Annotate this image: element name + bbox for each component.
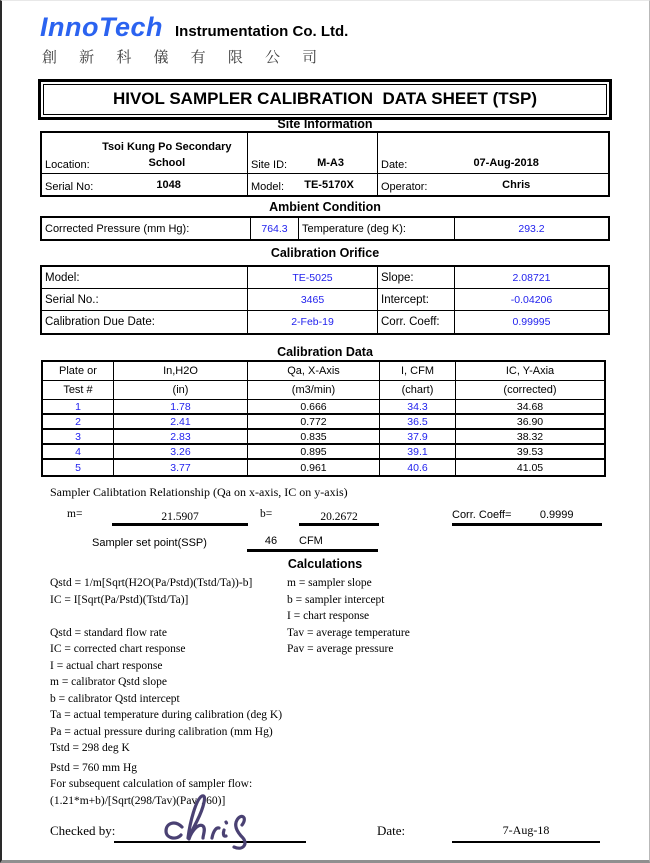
sampler-set-point-value: 46 <box>264 535 278 547</box>
calculation-line: Ta = actual temperature during calibration (deg K) <box>50 709 283 721</box>
orifice-row-label2: Slope: <box>378 267 455 288</box>
calculation-line <box>50 608 295 625</box>
table-row <box>43 430 604 445</box>
model-cell <box>248 174 378 195</box>
footer-date-label: Date: <box>377 823 406 838</box>
date-cell <box>378 133 608 173</box>
sampler-set-point-unit: CFM <box>299 535 323 547</box>
date-label: Date: <box>381 159 408 171</box>
calculation-line: (1.21*m+b)/[Sqrt(298/Tav)(Pav/760)] <box>50 794 226 807</box>
orifice-row-label1: Serial No.: <box>42 289 248 310</box>
orifice-row-value1: 2-Feb-19 <box>248 311 378 333</box>
footer-date-underline <box>452 819 600 843</box>
title-box <box>38 79 612 120</box>
serial-label: Serial No: <box>45 181 94 193</box>
b-label: b= <box>260 508 273 520</box>
cell-test-number: 5 <box>43 460 114 475</box>
site-table-row <box>42 174 608 195</box>
pressure-label: Corrected Pressure (mm Hg): <box>42 218 251 239</box>
calculations-left-column <box>50 575 295 809</box>
cell-i-cfm: 34.3 <box>380 400 456 413</box>
location-value <box>90 139 244 171</box>
cell-ic-corrected: 36.90 <box>516 415 544 428</box>
column-header: Qa, X-Axis <box>248 362 380 380</box>
cell-in-h2o: 3.26 <box>114 445 248 458</box>
cell-test-number: 3 <box>43 430 114 443</box>
location-value-line1: Tsoi Kung Po Secondary <box>102 141 232 153</box>
calculation-line: Tstd = 298 deg K <box>50 742 130 754</box>
calibration-data-body <box>43 400 604 475</box>
page-title: HIVOL SAMPLER CALIBRATION DATA SHEET (TSP) <box>43 84 607 115</box>
calculation-line: For subsequent calculation of sampler flow: <box>50 778 253 790</box>
calibration-data-table <box>41 360 606 477</box>
corr-coeff-label: Corr. Coeff= <box>452 509 512 521</box>
cell-qa: 0.961 <box>248 460 380 475</box>
cell-in-h2o: 1.78 <box>114 400 248 413</box>
temperature-label: Temperature (deg K): <box>299 218 455 239</box>
cell-ic-corrected: 39.53 <box>516 445 544 458</box>
calculation-line: b = calibrator Qstd intercept <box>50 692 180 705</box>
ambient-condition-heading: Ambient Condition <box>269 200 381 214</box>
cell-ic-corrected: 34.68 <box>516 400 544 413</box>
operator-label: Operator: <box>381 181 428 193</box>
calibration-data-header-row1 <box>43 362 604 381</box>
company-name-chinese: 創 新 科 儀 有 限 公 司 <box>42 49 327 66</box>
cell-test-number: 1 <box>43 400 114 413</box>
temperature-value: 293.2 <box>518 222 545 235</box>
column-header: I, CFM <box>380 362 456 380</box>
site-id-label: Site ID: <box>251 159 288 171</box>
cell-qa: 0.835 <box>248 430 380 443</box>
calculation-line: IC = corrected chart response <box>50 643 186 655</box>
calculation-line: I = chart response <box>287 610 370 622</box>
date-value: 07-Aug-2018 <box>473 157 539 169</box>
orifice-row-value2: -0.04206 <box>510 293 553 306</box>
column-header: In,H2O <box>114 362 248 380</box>
model-label: Model: <box>251 181 285 193</box>
table-row <box>43 415 604 430</box>
m-value-underline <box>112 504 248 526</box>
company-name: Instrumentation Co. Ltd. <box>175 23 349 40</box>
site-table-row <box>42 133 608 174</box>
operator-value: Chris <box>502 179 531 191</box>
calibration-data-header-row2 <box>43 381 604 400</box>
orifice-row <box>42 289 608 311</box>
orifice-row-value1: TE-5025 <box>248 267 378 288</box>
relationship-title: Sampler Calibtation Relationship (Qa on x-axis, IC on y-axis) <box>50 485 348 499</box>
cell-ic-corrected: 41.05 <box>516 461 544 474</box>
table-row <box>43 445 604 460</box>
column-subheader: Test # <box>43 381 114 399</box>
cell-i-cfm: 39.1 <box>380 445 456 458</box>
site-id-value: M-A3 <box>317 157 344 169</box>
calculation-line: Pav = average pressure <box>287 643 394 655</box>
orifice-row-label2: Intercept: <box>378 289 455 310</box>
orifice-row <box>42 267 608 289</box>
column-header: IC, Y-Axia <box>505 365 555 377</box>
cell-ic-corrected: 38.32 <box>516 430 544 443</box>
calculation-line: m = calibrator Qstd slope <box>50 676 167 688</box>
calculations-right-column <box>287 575 507 658</box>
calculation-line: Pstd = 760 mm Hg <box>50 761 137 774</box>
orifice-row-label1: Model: <box>42 267 248 288</box>
location-cell <box>42 133 248 173</box>
cell-test-number: 4 <box>43 445 114 458</box>
calibration-orifice-table <box>40 265 610 335</box>
serial-cell <box>42 174 248 195</box>
site-id-cell <box>248 133 378 173</box>
cell-qa: 0.772 <box>248 415 380 428</box>
orifice-row-label2: Corr. Coeff: <box>378 311 455 333</box>
cell-test-number: 2 <box>43 415 114 428</box>
logo-row <box>40 12 348 43</box>
table-row <box>43 400 604 415</box>
b-value-underline <box>299 504 379 526</box>
m-value: 21.5907 <box>161 511 199 523</box>
cell-in-h2o: 3.77 <box>114 460 248 475</box>
cell-i-cfm: 37.9 <box>380 430 456 443</box>
ambient-condition-table <box>40 216 610 241</box>
cell-i-cfm: 36.5 <box>380 415 456 428</box>
signature-handwriting <box>142 789 282 853</box>
sampler-set-point-underline <box>247 532 378 552</box>
cell-qa: 0.895 <box>248 445 380 458</box>
corr-coeff-underline <box>452 504 602 526</box>
pressure-value: 764.3 <box>251 218 299 239</box>
checked-by-label: Checked by: <box>50 823 116 838</box>
table-row <box>43 460 604 475</box>
calculation-line: I = actual chart response <box>50 659 163 672</box>
cell-in-h2o: 2.83 <box>114 430 248 443</box>
serial-value: 1048 <box>156 179 181 191</box>
cell-qa: 0.666 <box>248 400 380 413</box>
orifice-row-value2: 2.08721 <box>512 271 551 284</box>
column-subheader: (chart) <box>380 381 456 399</box>
orifice-row-value2: 0.99995 <box>512 316 551 328</box>
signature-line <box>114 799 306 843</box>
column-subheader: (m3/min) <box>248 381 380 399</box>
orifice-row-value1: 3465 <box>248 289 378 310</box>
location-label: Location: <box>45 159 90 171</box>
column-subheader: (in) <box>114 381 248 399</box>
corr-coeff-value: 0.9999 <box>539 509 574 521</box>
footer-date-value: 7-Aug-18 <box>502 823 550 837</box>
site-information-table <box>40 131 610 197</box>
orifice-row-label1: Calibration Due Date: <box>42 311 248 333</box>
model-value: TE-5170X <box>304 179 354 191</box>
calculation-line: Qstd = 1/m[Sqrt(H2O(Pa/Pstd)(Tstd/Ta))-b] <box>50 577 253 589</box>
location-value-line2: School <box>148 157 186 169</box>
calculation-line: Qstd = standard flow rate <box>50 626 167 639</box>
b-value: 20.2672 <box>320 511 358 523</box>
calibration-orifice-heading: Calibration Orifice <box>270 246 380 260</box>
operator-cell <box>378 174 608 195</box>
calculation-line: Pa = actual pressure during calibration (mm Hg) <box>50 725 273 738</box>
orifice-row <box>42 311 608 333</box>
column-subheader: (corrected) <box>503 384 557 396</box>
sampler-set-point-label: Sampler set point(SSP) <box>92 537 207 549</box>
calculations-heading: Calculations <box>287 557 363 571</box>
calibration-data-heading: Calibration Data <box>277 345 373 359</box>
calculation-line: b = sampler intercept <box>287 593 385 606</box>
column-header: Plate or <box>43 362 114 380</box>
calculation-line: Tav = average temperature <box>287 626 410 639</box>
m-label: m= <box>67 508 83 520</box>
calculation-line: IC = I[Sqrt(Pa/Pstd)(Tstd/Ta)] <box>50 593 189 606</box>
calculation-line: m = sampler slope <box>287 577 372 589</box>
cell-i-cfm: 40.6 <box>380 460 456 475</box>
brand-logo: InnoTech <box>40 12 163 42</box>
cell-in-h2o: 2.41 <box>114 415 248 428</box>
site-information-heading: Site Information <box>277 117 373 131</box>
